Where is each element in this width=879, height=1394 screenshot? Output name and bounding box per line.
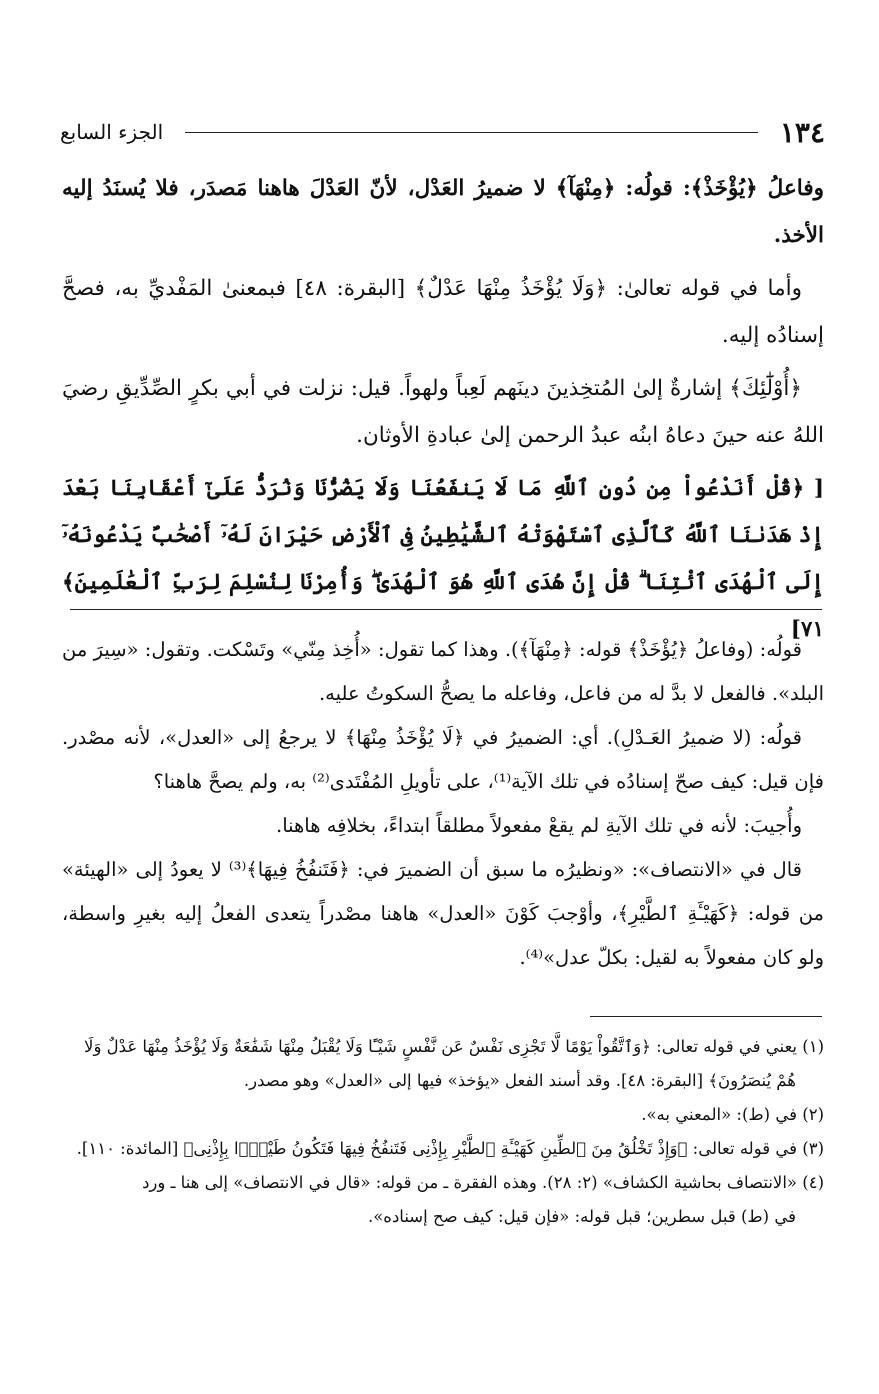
main-paragraph-3: ﴿أُوْلَٰٓئِكَ﴾ إشارةٌ إلىٰ المُتخِذينَ دينَهم لَعِباً ولهواً. قيل: نزلت في أبي بكرٍ الصِّدِّيقِ رضيَ اللهُ عنه حينَ دعاهُ ابنُه عبدُ الرحمن إلىٰ عبادةِ الأوثان. — [62, 376, 824, 448]
commentary-paragraph-2: قولُه: (لا ضميرُ العَـدْلِ). أي: الضميرُ في ﴿لَا يُؤْخَذُ مِنْهَا﴾ لا يرجعُ إلى «العدل»، لأنه مصْدر. فإن قيل: كيف صحّ إسنادُه في تلك الآية⁽¹⁾، على تأويلِ المُفْتَدى⁽²⁾ به، ولم يصحَّ هاهنا؟ — [62, 726, 824, 793]
commentary-section — [62, 628, 824, 980]
footnote-1-continued: هُمْ يُنصَرُونَ﴾ [البقرة: ٤٨]. وقد أسند الفعل «يؤخذ» فيها إلى «العدل» وهو مصدر. — [243, 1071, 796, 1090]
footnote-4: (٤) «الانتصاف بحاشية الكشاف» (٢: ٢٨). وهذه الفقرة ـ من قوله: «قال في الانتصاف» إلى هنا ـ ورد — [142, 1173, 824, 1192]
commentary-paragraph-3: وأُجيبَ: لأنه في تلك الآيةِ لم يقعْ مفعولاً مطلقاً ابتداءً، بخلافِه هاهنا. — [276, 814, 802, 837]
footnote-1: (١) يعني في قوله تعالى: ﴿وَٱتَّقُواْ يَوْمًا لَّا تَجْزِى نَفْسٌ عَن نَّفْسٍ شَيْـًٔا وَلَا يُقْبَلُ مِنْهَا شَفَٰعَةٌ وَلَا يُؤْخَذُ مِنْهَا عَدْلٌ وَلَا — [84, 1037, 824, 1056]
section-divider — [70, 609, 822, 610]
running-title: الجزء السابع — [60, 120, 164, 144]
quran-verse: [ ﴿قُلْ أَنَدْعُواْ مِن دُونِ ٱللَّهِ مَا لَا يَنفَعُنَا وَلَا يَضُرُّنَا وَنُرَدُّ عَلَىٰٓ أَعْقَابِنَا بَعْدَ إِذْ هَدَىٰنَا ٱللَّهُ كَٱلَّذِى ٱسْتَهْوَتْهُ ٱلشَّيَٰطِينُ فِى ٱلْأَرْضِ حَيْرَانَ لَهُۥٓ أَصْحَٰبٌ يَدْعُونَهُۥٓ إِلَى ٱلْهُدَى ٱئْتِنَا ۗ قُلْ إِنَّ هُدَى ٱللَّهِ هُوَ ٱلْهُدَىٰ ۖ وَأُمِرْنَا لِنُسْلِمَ لِرَبِّ ٱلْعَٰلَمِينَ﴾ ٧١] — [62, 476, 824, 642]
commentary-paragraph-4: قال في «الانتصاف»: «ونظيرُه ما سبق أن الضميرَ في: ﴿فَتَنفُخُ فِيهَا﴾⁽³⁾ لا يعودُ إلى «الهيئة» من قوله: ﴿كَهَيْـَٔةِ ٱلطَّيْرِ﴾، وأوْجبَ كَوْنَ «العدل» هاهنا مصْدراً يتعدى الفعلُ إليه بغيرِ واسطة، ولو كان مفعولاً به لقيل: بكلّ عدل»⁽⁴⁾. — [62, 858, 824, 969]
footnote-2: (٢) في (ط): «المعني به». — [641, 1105, 824, 1124]
footnote-3: (٣) في قوله تعالى: ﴿وَإِذْ تَخْلُقُ مِنَ ٱلطِّينِ كَهَيْـَٔةِ ٱلطَّيْرِ بِإِذْنِى فَتَنفُخُ فِيهَا فَتَكُونُ طَيْرًۢا بِإِذْنِى﴾ [المائدة: ١١٠]. — [76, 1139, 824, 1158]
footnote-divider — [590, 1016, 822, 1017]
main-paragraph-1: وفاعلُ ﴿يُؤْخَذْ﴾: قولُه: ﴿مِنْهَآ﴾ لا ضميرُ العَدْل، لأنّ العَدْلَ هاهنا مَصدَر، فلا يُسنَدُ إليه الأخذ. — [62, 176, 824, 248]
main-text — [62, 165, 824, 659]
page-number: ١٣٤ — [779, 115, 825, 149]
footnotes — [62, 1030, 824, 1234]
commentary-paragraph-1: قولُه: (وفاعلُ ﴿يُؤْخَذْ﴾ قوله: ﴿مِنْهَآ﴾). وهذا كما تقول: «أُخِذ مِنّي» وتَسْكت. وتقول: «سِيرَ من البلد». فالفعل لا بدَّ له من فاعل، وفاعله ما يصحُّ السكوتُ عليه. — [62, 638, 824, 705]
footnote-4-continued: في (ط) قبل سطرين؛ قبل قوله: «فإن قيل: كيف صح إسناده». — [367, 1207, 796, 1226]
page-header — [60, 112, 825, 152]
header-rule — [185, 132, 758, 133]
main-paragraph-2: وأما في قوله تعالىٰ: ﴿وَلَا يُؤْخَذُ مِنْهَا عَدْلٌ﴾ [البقرة: ٤٨] فبمعنىٰ المَفْديِّ به، فصحَّ إسنادُه إليه. — [62, 276, 824, 348]
